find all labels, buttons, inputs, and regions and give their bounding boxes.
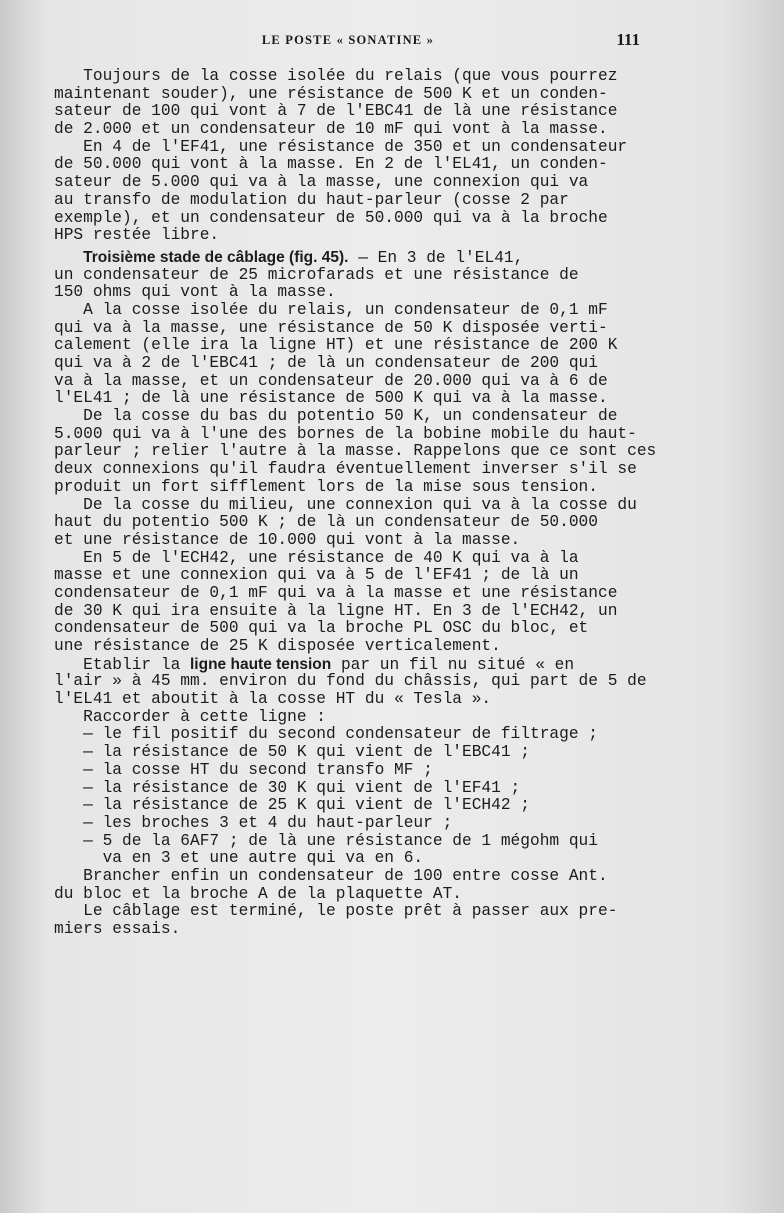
text-line: et une résistance de 10.000 qui vont à la masse. [54,530,521,549]
text-line: miers essais. [54,920,181,938]
list-item: — le fil positif du second condensateur de filtrage ; [54,725,598,744]
text-line: du bloc et la broche A de la plaquette AT. [54,884,462,903]
list-item: — la résistance de 30 K qui vient de l'EF41 ; [54,778,521,797]
text-line: haut du potentio 500 K ; de là un condensateur de 50.000 [54,513,598,532]
text-line: condensateur de 0,1 mF qui va à la masse et une résistance [54,583,618,602]
text-line: 5.000 qui va à l'une des bornes de la bobine mobile du haut- [54,424,637,443]
text-line: une résistance de 25 K disposée verticalement. [54,637,501,655]
list-item: — les broches 3 et 4 du haut-parleur ; [54,813,453,832]
text-line: calement (elle ira la ligne HT) et une résistance de 200 K [54,336,618,355]
text-line: masse et une connexion qui va à 5 de l'EF41 ; de là un [54,566,579,585]
list-item: — la résistance de 25 K qui vient de l'ECH42 ; [54,796,530,815]
text-line: En 4 de l'EF41, une résistance de 350 et un condensateur [54,137,628,156]
list-item: — 5 de la 6AF7 ; de là une résistance de 1 mégohm qui [54,831,598,850]
text-line: Brancher enfin un condensateur de 100 entre cosse Ant. [54,866,608,885]
text-line: De la cosse du milieu, une connexion qui va à la cosse du [54,495,637,514]
text-line: l'air » à 45 mm. environ du fond du châssis, qui part de 5 de [54,672,647,691]
list-item: va en 3 et une autre qui va en 6. [54,849,424,868]
section-heading-line: Troisième stade de câblage (fig. 45). — En 3 de l'EL41, [83,248,524,267]
text-line: 150 ohms qui vont à la masse. [54,283,336,302]
text-line: De la cosse du bas du potentio 50 K, un condensateur de [54,407,618,426]
text-line: Toujours de la cosse isolée du relais (que vous pourrez [54,67,618,85]
text-line: Raccorder à cette ligne : [54,707,326,726]
page-header [56,30,640,52]
text-line: HPS restée libre. [54,226,220,245]
text-line: sateur de 5.000 qui va à la masse, une connexion qui va [54,173,589,192]
text-line: qui va à la masse, une résistance de 50 K disposée verti- [54,318,608,337]
text-line: au transfo de modulation du haut-parleur (cosse 2 par [54,190,569,209]
text-line: sateur de 100 qui vont à 7 de l'EBC41 de là une résistance [54,102,618,121]
body-text [54,67,657,939]
text-line: A la cosse isolée du relais, un condensateur de 0,1 mF [54,300,608,319]
text-line: Etablir la ligne haute tension par un fil nu situé « en [54,655,575,674]
bold-heading: Troisième stade de câblage (fig. 45). [83,248,349,266]
text-line: de 50.000 qui vont à la masse. En 2 de l'EL41, un conden- [54,155,608,174]
bold-heading: ligne haute tension [190,655,332,673]
text-line: deux connexions qu'il faudra éventuellement inverser s'il se [54,460,637,479]
text-line: va à la masse, et un condensateur de 20.000 qui va à 6 de [54,371,608,390]
text-line: un condensateur de 25 microfarads et une résistance de [54,265,579,284]
text-line: l'EL41 ; de là une résistance de 500 K qui va à la masse. [54,389,608,408]
page-number: 111 [616,30,640,49]
text-line: En 5 de l'ECH42, une résistance de 40 K qui va à la [54,548,579,567]
running-title: LE POSTE « SONATINE » [261,33,435,47]
text-line: qui va à 2 de l'EBC41 ; de là un condensateur de 200 qui [54,354,598,372]
text-line: Le câblage est terminé, le poste prêt à passer aux pre- [54,902,618,921]
text-line: de 30 K qui ira ensuite à la ligne HT. En 3 de l'ECH42, un [54,601,618,620]
text-line: l'EL41 et aboutit à la cosse HT du « Tesla ». [54,690,492,709]
text-line: exemple), et un condensateur de 50.000 qui va à la broche [54,208,608,227]
list-item: — la résistance de 50 K qui vient de l'EBC41 ; [54,743,530,762]
text-line: produit un fort sifflement lors de la mise sous tension. [54,477,598,496]
list-item: — la cosse HT du second transfo MF ; [54,760,433,779]
text-line: condensateur de 500 qui va la broche PL OSC du bloc, et [54,619,589,638]
text-line: parleur ; relier l'autre à la masse. Rappelons que ce sont ces [54,442,657,461]
text-line: de 2.000 et un condensateur de 10 mF qui vont à la masse. [54,120,608,139]
text-line: maintenant souder), une résistance de 500 K et un conden- [54,84,608,103]
